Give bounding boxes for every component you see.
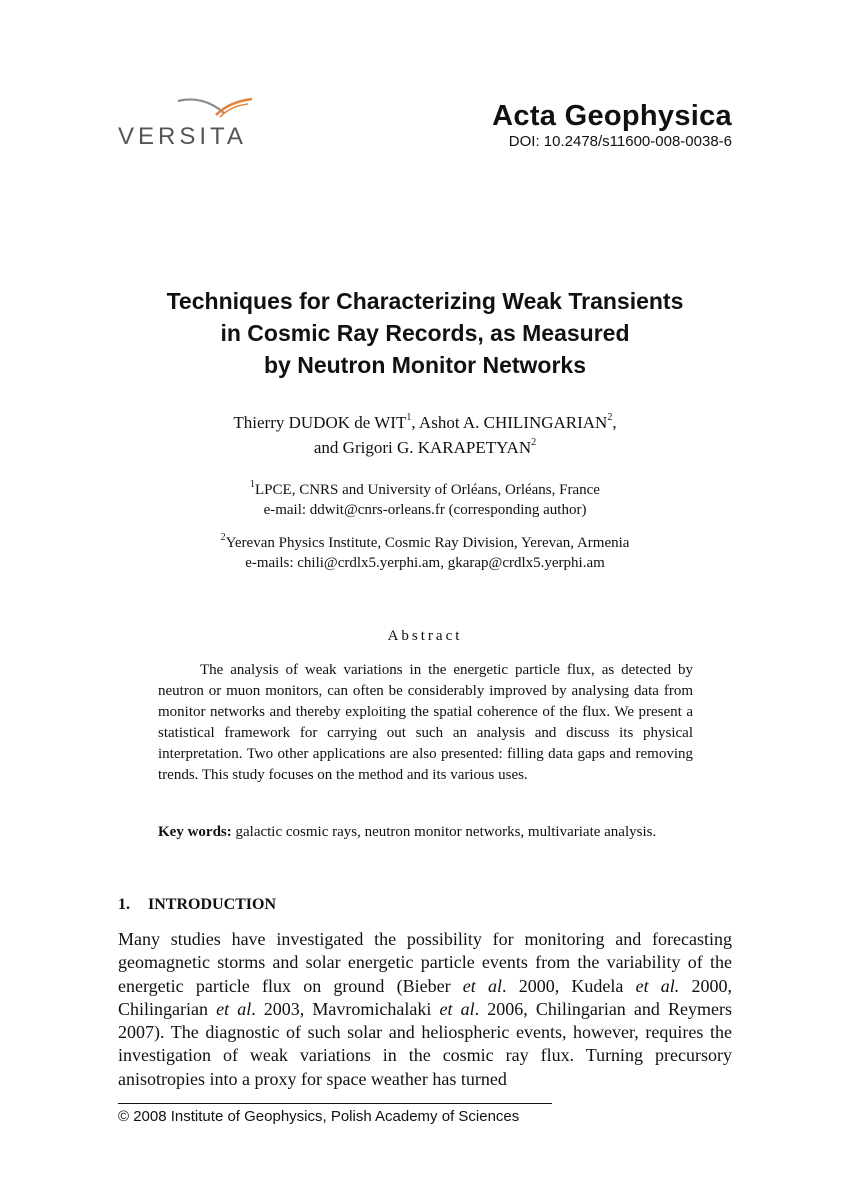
publisher-logo <box>118 95 258 155</box>
footnote-rule <box>118 1103 552 1104</box>
title-line: in Cosmic Ray Records, as Measured <box>220 320 630 346</box>
citation-etal: et al <box>216 998 252 1019</box>
text-run: . 2000, Kudela <box>502 975 636 996</box>
title-line: by Neutron Monitor Networks <box>263 352 586 378</box>
institution: LPCE, CNRS and University of Orléans, Orléans, France <box>255 482 600 498</box>
section-number: 1. <box>118 896 130 913</box>
affiliation-marker: 1 <box>406 412 412 424</box>
text-run: . 2003, Mavromichalaki <box>251 998 440 1019</box>
journal-name: Acta Geophysica <box>492 100 732 132</box>
author-list <box>118 410 732 460</box>
text-run: Many studies have investigated the possibility for monitoring and forecasting geomagnetic storms and solar energetic particle events from the variability of the energetic particle flux on ground (Bieber <box>118 929 732 996</box>
keywords-text: galactic cosmic rays, neutron monitor networks, multivariate analysis. <box>231 824 657 840</box>
doi: DOI: 10.2478/s11600-008-0038-6 <box>508 133 732 150</box>
abstract-body: The analysis of weak variations in the energetic particle flux, as detected by neutron or muon monitors, can often be considerably improved by analysing data from monitor networks and thereby exploiting the spatial coherence of the flux. We present a statistical framework for carrying out such an analysis and discuss its physical interpretation. Two other applications are also presented: filling data gaps and removing trends. This study focuses on the method and its various uses. <box>158 662 693 783</box>
text-run: . 2006, Chilingarian and Reymers 2007). The diagnostic of such solar and heliospheric events, however, requires the investigation of weak variations in the cosmic ray flux. Turning precursory anisotropies into a proxy for space weather has turned <box>118 998 732 1089</box>
keywords <box>158 822 693 843</box>
section-heading <box>118 896 276 914</box>
affiliation-1 <box>118 480 732 520</box>
affiliation-marker: 2 <box>220 532 226 543</box>
citation-etal: et al <box>439 998 475 1019</box>
affiliation-marker: 1 <box>250 479 256 490</box>
section-title: INTRODUCTION <box>148 896 277 913</box>
introduction-paragraph <box>118 928 732 1091</box>
affiliation-marker: 2 <box>607 412 613 424</box>
publisher-name: VERSITA <box>118 123 247 150</box>
citation-etal: et al. <box>635 975 680 996</box>
keywords-label: Key words: <box>158 824 232 840</box>
copyright-notice: © 2008 Institute of Geophysics, Polish Academy of Sciences <box>118 1108 520 1125</box>
affiliation-2 <box>118 533 732 573</box>
author-name: and Grigori G. KARAPETYAN <box>313 438 532 457</box>
author-name: , Ashot A. CHILINGARIAN <box>411 413 608 432</box>
institution: Yerevan Physics Institute, Cosmic Ray Division, Yerevan, Armenia <box>225 535 630 551</box>
author-line-2 <box>118 435 732 460</box>
email: e-mails: chili@crdlx5.yerphi.am, gkarap@crdlx5.yerphi.am <box>245 555 605 571</box>
paper-title <box>118 285 732 381</box>
email: e-mail: ddwit@cnrs-orleans.fr (corresponding author) <box>263 502 587 518</box>
citation-etal: et al <box>462 975 502 996</box>
text-run: 2000, Chilingarian <box>118 975 733 1019</box>
abstract-heading: Abstract <box>387 628 463 644</box>
affiliation-marker: 2 <box>531 437 537 449</box>
title-line: Techniques for Characterizing Weak Transients <box>166 288 684 314</box>
author-name: Thierry DUDOK de WIT <box>233 413 407 432</box>
separator: , <box>612 413 617 432</box>
swoosh-icon <box>176 95 256 123</box>
author-line-1 <box>118 410 732 435</box>
